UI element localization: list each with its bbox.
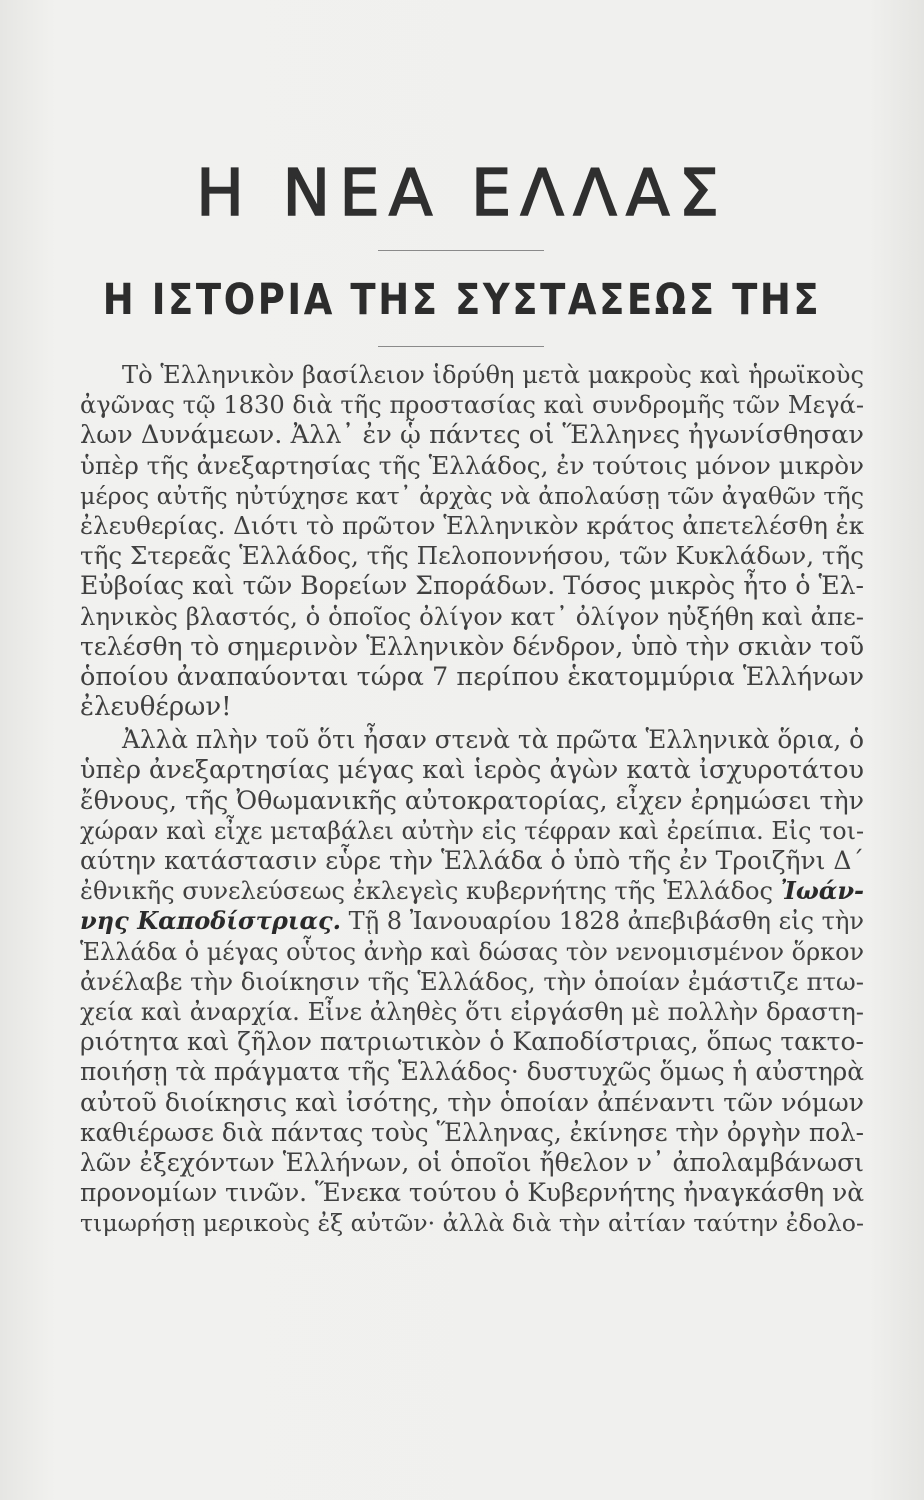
text-line: λῶν ἐξεχόντων Ἑλλήνων, οἱ ὁποῖοι ἤθελον ν᾽ ἀπολαμβάνωσι bbox=[80, 1147, 864, 1177]
text-line: ὑπὲρ ἀνεξαρτησίας μέγας καὶ ἱερὸς ἀγὼν κατὰ ἰσχυροτάτου bbox=[80, 755, 864, 786]
text-line: Τὸ Ἑλληνικὸν βασίλειον ἱδρύθη μετὰ μακροὺς καὶ ἡρωϊκοὺς bbox=[122, 361, 864, 389]
text-line: τιμωρήσῃ μερικοὺς ἐξ αὐτῶν· ἀλλὰ διὰ τὴν αἰτίαν ταύτην ἐδολο- bbox=[80, 1209, 864, 1238]
text-line bbox=[80, 876, 864, 906]
text-line bbox=[80, 906, 864, 936]
text-line: αὐτοῦ διοίκησις καὶ ἰσότης, τὴν ὁποίαν ἀπέναντι τῶν νόμων bbox=[80, 1087, 864, 1117]
text-line: ἀνέλαβε τὴν διοίκησιν τῆς Ἑλλάδος, τὴν ὁποίαν ἐμάστιζε πτω- bbox=[80, 966, 864, 996]
chapter-subtitle: Η ΙΣΤΟΡΙΑ ΤΗΣ ΣΥΣΤΑΣΕΩΣ ΤΗΣ bbox=[102, 275, 822, 325]
body-text bbox=[80, 360, 864, 1238]
paragraph-2 bbox=[80, 725, 864, 1238]
text-line: καθιέρωσε διὰ πάντας τοὺς Ἕλληνας, ἐκίνησε τὴν ὀργὴν πολ- bbox=[80, 1117, 864, 1147]
text-line: λων Δυνάμεων. Ἀλλ᾽ ἐν ᾧ πάντες οἱ Ἕλληνες ἠγωνίσθησαν bbox=[80, 420, 864, 451]
text-line: τῆς Στερεᾶς Ἑλλάδος, τῆς Πελοποννήσου, τῶν Κυκλάδων, τῆς bbox=[80, 541, 864, 571]
text-line: ποιήσῃ τὰ πράγματα τῆς Ἑλλάδος· δυστυχῶς ὅμως ἡ αὐστηρὰ bbox=[80, 1057, 864, 1087]
text-line: χώραν καὶ εἶχε μεταβάλει αὐτὴν εἰς τέφραν καὶ ἐρείπια. Εἰς τοι- bbox=[80, 816, 864, 845]
text-line: ὑπὲρ τῆς ἀνεξαρτησίας τῆς Ἑλλάδος, ἐν τούτοις μόνον μικρὸν bbox=[80, 450, 864, 480]
title-divider bbox=[378, 250, 544, 251]
text-line: μέρος αὐτῆς ηὐτύχησε κατ᾽ ἀρχὰς νὰ ἀπολαύσῃ τῶν ἀγαθῶν τῆς bbox=[80, 481, 864, 510]
subtitle-divider bbox=[378, 346, 544, 347]
emphasized-name: νης Καποδίστριας. bbox=[80, 906, 341, 936]
paragraph-1 bbox=[80, 360, 864, 722]
text-line: ὁποίου ἀναπαύονται τώρα 7 περίπου ἑκατομμύρια Ἑλλήνων bbox=[80, 661, 864, 692]
text-line: ἐλευθερίας. Διότι τὸ πρῶτον Ἑλληνικὸν κράτος ἀπετελέσθη ἐκ bbox=[80, 510, 864, 540]
text-line: Ἑλλάδα ὁ μέγας οὗτος ἀνὴρ καὶ δώσας τὸν νενομισμένον ὅρκον bbox=[80, 937, 864, 966]
text-line: Ἀλλὰ πλὴν τοῦ ὅτι ἦσαν στενὰ τὰ πρῶτα Ἑλληνικὰ ὅρια, ὁ bbox=[122, 725, 864, 755]
text-line: ριότητα καὶ ζῆλον πατριωτικὸν ὁ Καποδίστριας, ὅπως τακτο- bbox=[80, 1027, 864, 1057]
text-line: αύτην κατάστασιν εὗρε τὴν Ἑλλάδα ὁ ὑπὸ τῆς ἐν Τροιζῆνι Δ´ bbox=[80, 846, 864, 875]
text-line: ἀγῶνας τῷ 1830 διὰ τῆς προστασίας καὶ συνδρομῆς τῶν Μεγά- bbox=[80, 391, 864, 420]
text-line: χεία καὶ ἀναρχία. Εἶνε ἀληθὲς ὅτι εἰργάσθη μὲ πολλὴν δραστη- bbox=[80, 996, 864, 1026]
text-line: ληνικὸς βλαστός, ὁ ὁποῖος ὀλίγον κατ᾽ ὀλίγον ηὐξήθη καὶ ἀπε- bbox=[80, 601, 864, 631]
text-line: ἔθνους, τῆς Ὀθωμανικῆς αὐτοκρατορίας, εἶχεν ἐρημώσει τὴν bbox=[80, 785, 864, 815]
text-line: Εὐβοίας καὶ τῶν Βορείων Σποράδων. Τόσος μικρὸς ἦτο ὁ Ἑλ- bbox=[80, 571, 864, 601]
text-line: προνομίων τινῶν. Ἕνεκα τούτου ὁ Κυβερνήτης ἠναγκάσθη νὰ bbox=[80, 1178, 864, 1208]
page-title: Η ΝΕΑ ΕΛΛΑΣ bbox=[195, 157, 729, 231]
emphasized-name: Ἰωάν- bbox=[780, 876, 865, 906]
text-line-part: ἐθνικῆς συνελεύσεως ἐκλεγεὶς κυβερνήτης τῆς Ἑλλάδος bbox=[80, 877, 773, 906]
text-line: ἐλευθέρων! bbox=[80, 692, 232, 723]
text-line-part: Τῇ 8 Ἰανουαρίου 1828 ἀπεβιβάσθη εἰς τὴν bbox=[348, 907, 864, 936]
text-line: τελέσθη τὸ σημερινὸν Ἑλληνικὸν δένδρον, ὑπὸ τὴν σκιὰν τοῦ bbox=[80, 631, 864, 661]
